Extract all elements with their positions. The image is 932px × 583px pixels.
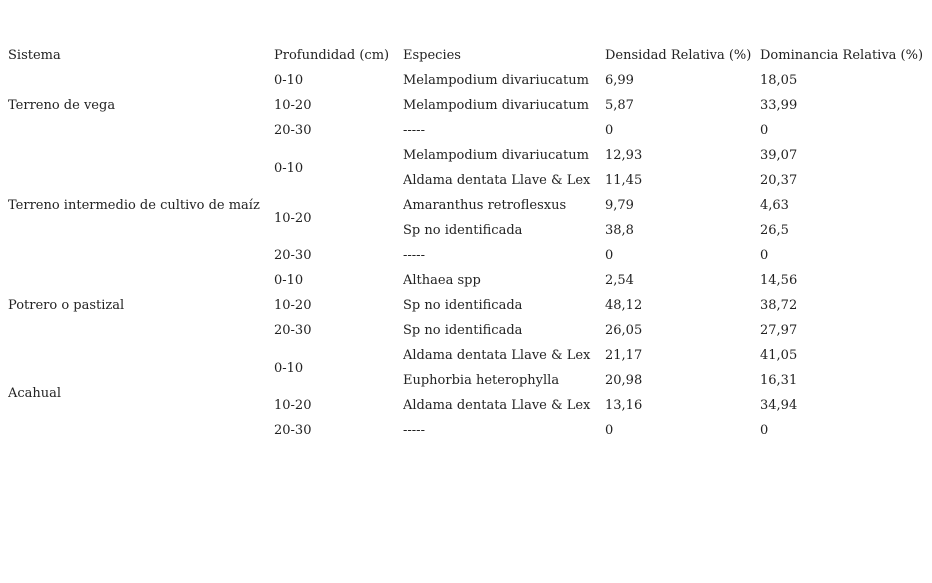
table-row: [8, 143, 932, 168]
cell-profundidad: 0-10: [274, 160, 304, 176]
cell-densidad: 0: [605, 123, 614, 138]
cell-densidad: 13,16: [605, 398, 643, 413]
cell-dominancia: 26,5: [760, 223, 789, 238]
cell-especie: -----: [403, 248, 425, 263]
cell-especie: Aldama dentata Llave & Lex: [403, 173, 591, 188]
cell-sistema: Terreno de vega: [8, 98, 116, 113]
cell-profundidad: 0-10: [274, 273, 304, 288]
cell-dominancia: 34,94: [760, 398, 798, 413]
cell-dominancia: 4,63: [760, 198, 789, 213]
cell-especie: Euphorbia heterophylla: [403, 373, 560, 388]
cell-profundidad: 20-30: [274, 423, 312, 438]
cell-profundidad: 20-30: [274, 248, 312, 263]
header-row: [8, 43, 932, 68]
cell-sistema: Terreno intermedio de cultivo de maíz: [8, 198, 260, 213]
cell-profundidad: 0-10: [274, 360, 304, 376]
cell-especie: Melampodium divariucatum: [403, 73, 589, 88]
cell-dominancia: 0: [760, 123, 769, 138]
cell-profundidad: 20-30: [274, 323, 312, 338]
cell-sistema: Potrero o pastizal: [8, 298, 125, 313]
cell-especie: Althaea spp: [403, 273, 481, 288]
header-dominancia: Dominancia Relativa (%): [760, 48, 924, 63]
cell-especie: -----: [403, 123, 425, 138]
cell-especie: Amaranthus retroflesxus: [403, 198, 567, 213]
cell-profundidad: 10-20: [274, 298, 312, 313]
table-row: [8, 343, 932, 368]
cell-dominancia: 0: [760, 248, 769, 263]
header-profundidad: Profundidad (cm): [274, 48, 390, 63]
cell-densidad: 6,99: [605, 73, 634, 88]
header-densidad: Densidad Relativa (%): [605, 48, 752, 63]
cell-dominancia: 41,05: [760, 348, 798, 363]
cell-dominancia: 39,07: [760, 148, 798, 163]
cell-profundidad: 0-10: [274, 73, 304, 88]
cell-dominancia: 16,31: [760, 373, 798, 388]
cell-sistema: Acahual: [8, 385, 62, 401]
cell-densidad: 20,98: [605, 373, 643, 388]
cell-dominancia: 38,72: [760, 298, 798, 313]
cell-dominancia: 14,56: [760, 273, 798, 288]
cell-especie: Melampodium divariucatum: [403, 148, 589, 163]
cell-profundidad: 10-20: [274, 210, 312, 226]
cell-densidad: 0: [605, 423, 614, 438]
cell-densidad: 21,17: [605, 348, 643, 363]
cell-densidad: 48,12: [605, 298, 643, 313]
cell-dominancia: 27,97: [760, 323, 798, 338]
table-body: [8, 68, 932, 443]
header-especies: Especies: [403, 48, 461, 63]
cell-profundidad: 10-20: [274, 98, 312, 113]
cell-densidad: 2,54: [605, 273, 634, 288]
cell-densidad: 9,79: [605, 198, 634, 213]
cell-especie: Aldama dentata Llave & Lex: [403, 348, 591, 363]
cell-densidad: 38,8: [605, 223, 634, 238]
cell-especie: -----: [403, 423, 425, 438]
cell-especie: Aldama dentata Llave & Lex: [403, 398, 591, 413]
cell-dominancia: 0: [760, 423, 769, 438]
cell-especie: Sp no identificada: [403, 298, 523, 313]
table-header: [8, 43, 932, 68]
table-row: [8, 268, 932, 293]
cell-dominancia: 20,37: [760, 173, 798, 188]
cell-especie: Melampodium divariucatum: [403, 98, 589, 113]
vegetation-data-table: [8, 43, 932, 443]
cell-densidad: 5,87: [605, 98, 634, 113]
table-row: [8, 68, 932, 93]
cell-dominancia: 33,99: [760, 98, 798, 113]
cell-especie: Sp no identificada: [403, 323, 523, 338]
cell-especie: Sp no identificada: [403, 223, 523, 238]
cell-profundidad: 20-30: [274, 123, 312, 138]
cell-densidad: 11,45: [605, 173, 643, 188]
cell-dominancia: 18,05: [760, 73, 798, 88]
cell-profundidad: 10-20: [274, 398, 312, 413]
cell-densidad: 26,05: [605, 323, 643, 338]
header-sistema: Sistema: [8, 48, 61, 63]
cell-densidad: 0: [605, 248, 614, 263]
cell-densidad: 12,93: [605, 148, 643, 163]
